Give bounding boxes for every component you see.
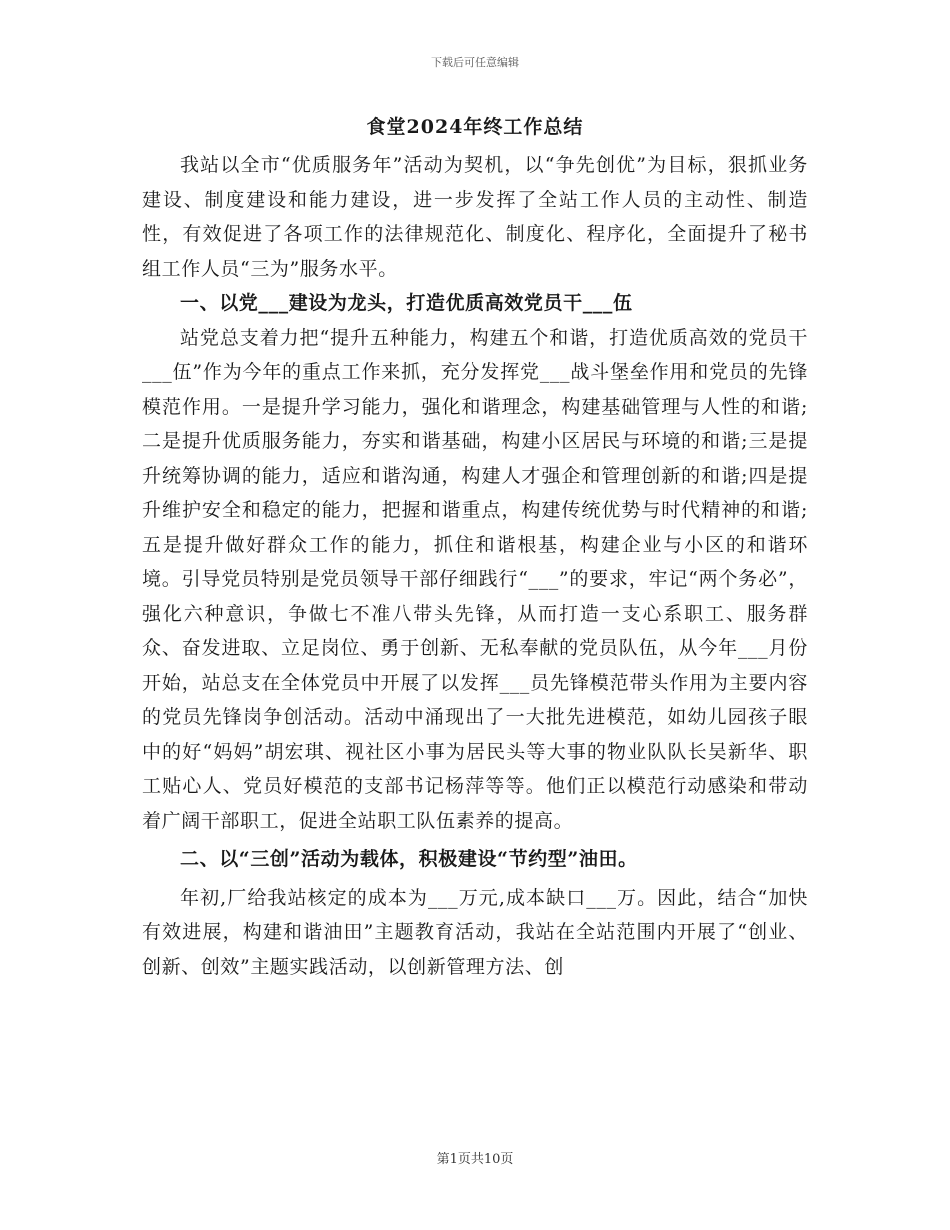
document-body <box>142 112 808 984</box>
section-1-heading: 一、以党___建设为龙头，打造优质高效党员干___伍 <box>180 292 633 314</box>
page-indicator: 第1页共10页 <box>436 1152 514 1167</box>
section-2-paragraph: 年初,厂给我站核定的成本为___万元,成本缺口___万。因此，结合“加快有效进展，构建和谐油田”主题教育活动，我站在全站范围内开展了“创业、创新、创效”主题实践活动，以创新管理方法、创 <box>142 886 808 978</box>
document-title: 食堂2024年终工作总结 <box>366 116 584 138</box>
intro-paragraph: 我站以全市“优质服务年”活动为契机，以“争先创优”为目标，狠抓业务建设、制度建设和能力建设，进一步发挥了全站工作人员的主动性、制造性，有效促进了各项工作的法律规范化、制度化、程序化，全面提升了秘书组工作人员“三为”服务水平。 <box>142 154 808 280</box>
header-note: 下载后可任意编辑 <box>431 56 519 69</box>
section-2-heading: 二、以“三创”活动为载体，积极建设“节约型”油田。 <box>180 848 638 870</box>
section-1-paragraph: 站党总支着力把“提升五种能力，构建五个和谐，打造优质高效的党员干___伍”作为今年的重点工作来抓，充分发挥党___战斗堡垒作用和党员的先锋模范作用。一是提升学习能力，强化和谐理念，构建基础管理与人性的和谐;二是提升优质服务能力，夯实和谐基础，构建小区居民与环境的和谐;三是提升统筹协调的能力，适应和谐沟通，构建人才强企和管理创新的和谐;四是提升维护安全和稳定的能力，把握和谐重点，构建传统优势与时代精神的和谐;五是提升做好群众工作的能力，抓住和谐根基，构建企业与小区的和谐环境。引导党员特别是党员领导干部仔细践行“___”的要求，牢记“两个务必”，强化六种意识，争做七不准八带头先锋，从而打造一支心系职工、服务群众、奋发进取、立足岗位、勇于创新、无私奉献的党员队伍，从今年___月份开始，站总支在全体党员中开展了以发挥___员先锋模范带头作用为主要内容的党员先锋岗争创活动。活动中涌现出了一大批先进模范，如幼儿园孩子眼中的好“妈妈”胡宏琪、视社区小事为居民头等大事的物业队队长吴新华、职工贴心人、党员好模范的支部书记杨萍等等。他们正以模范行动感染和带动着广阔干部职工，促进全站职工队伍素养的提高。 <box>142 326 808 832</box>
